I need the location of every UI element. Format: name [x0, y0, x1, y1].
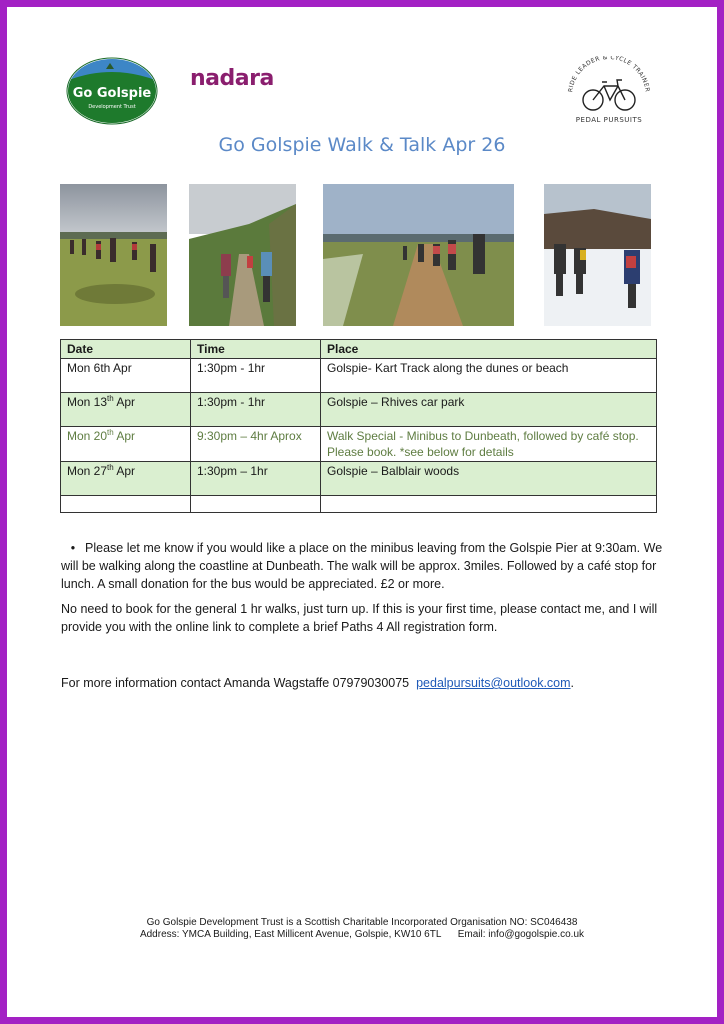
row-time: 1:30pm - 1hr: [191, 393, 321, 427]
bullet-icon: •: [70, 541, 76, 555]
general-walks-paragraph: No need to book for the general 1 hr walks, just turn up. If this is your first time, please contact me, and I will provide you with the online link to complete a brief Paths 4 All registration form.: [61, 602, 658, 634]
row-date: Mon 20th Apr: [61, 427, 191, 462]
table-row: [61, 393, 657, 427]
row-date: Mon 27th Apr: [61, 462, 191, 496]
nadara-logo: nadara: [190, 66, 274, 91]
row-time: 1:30pm – 1hr: [191, 462, 321, 496]
pedal-pursuits-arc-text: RIDE LEADER & CYCLE TRAINER: [567, 56, 651, 93]
header-place: Place: [321, 340, 657, 359]
go-golspie-logo-subtext: Development Trust: [88, 104, 136, 110]
schedule-table: [60, 339, 657, 513]
table-row: [61, 427, 657, 462]
table-row: [61, 359, 657, 393]
row-time: 1:30pm - 1hr: [191, 359, 321, 393]
table-header-row: [61, 340, 657, 359]
go-golspie-logo-text: Go Golspie: [72, 86, 152, 101]
row-date: Mon 6th Apr: [61, 359, 191, 393]
row-place: Walk Special - Minibus to Dunbeath, followed by café stop. Please book. *see below for details: [321, 427, 657, 462]
page-title: Go Golspie Walk & Talk Apr 26: [218, 134, 506, 156]
pedal-pursuits-name: PEDAL PURSUITS: [575, 116, 643, 124]
photo-walkers-hill-path: [189, 184, 296, 326]
pedal-pursuits-logo: [560, 56, 658, 126]
photo-walkers-snow: [544, 184, 651, 326]
header-date: Date: [61, 340, 191, 359]
table-row-empty: [61, 496, 657, 513]
bicycle-icon: [583, 80, 635, 110]
footer: [0, 917, 724, 941]
go-golspie-logo: [66, 57, 158, 125]
row-place: Golspie- Kart Track along the dunes or beach: [321, 359, 657, 393]
row-place: Golspie – Rhives car park: [321, 393, 657, 427]
row-time: 9:30pm – 4hr Aprox: [191, 427, 321, 462]
photo-walkers-field: [60, 184, 167, 326]
footer-line-1: Go Golspie Development Trust is a Scottish Charitable Incorporated Organisation NO: SC046438: [146, 917, 578, 928]
row-place: Golspie – Balblair woods: [321, 462, 657, 496]
svg-text:RIDE LEADER & CYCLE TRAINER: [567, 56, 651, 93]
photo-walkers-coastal-path: [323, 184, 514, 326]
contact-paragraph: For more information contact Amanda Wagstaffe 07979030075 pedalpursuits@outlook.com.: [61, 676, 575, 690]
row-date: Mon 13th Apr: [61, 393, 191, 427]
footer-line-2: Address: YMCA Building, East Millicent Avenue, Golspie, KW10 6TL Email: info@gogolspie.co.uk: [139, 929, 585, 940]
header-time: Time: [191, 340, 321, 359]
table-row: [61, 462, 657, 496]
email-link[interactable]: pedalpursuits@outlook.com: [416, 676, 571, 690]
minibus-paragraph: • Please let me know if you would like a place on the minibus leaving from the Golspie Pier at 9:30am. We will be walking along the coastline at Dunbeath. The walk will be approx. 3miles. Followed by a café stop for lunch. A small donation for the bus would be appreciated. £2 or more.: [61, 541, 663, 591]
